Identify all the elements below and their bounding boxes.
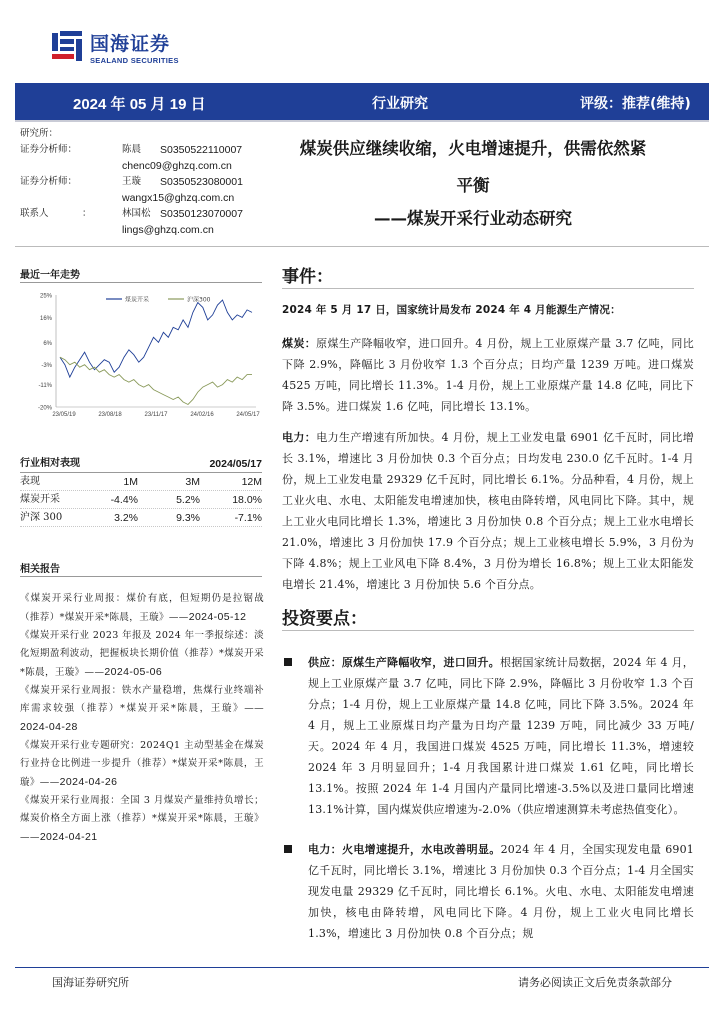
cell-12m: 18.0% xyxy=(232,494,262,506)
event-lead: 2024 年 5 月 17 日，国家统计局发布 2024 年 4 月能源生产情况： xyxy=(282,304,621,316)
report-text: 《煤炭开采行业周报：煤价有底，但短期仍是拉锯战（推荐）*煤炭开采*陈晨，王璇》—— xyxy=(20,593,264,623)
coal-text: 原煤生产降幅收窄，进口回升。4 月份，规上工业原煤产量 3.7 亿吨，同比下降 2.9%，降幅比 3 月份收窄 1.3 个百分点；日均产量 1239 万吨。进口煤炭 4525 万吨，同比增长 11.3%。1-4 月份，规上工业原煤产量 14.8 亿吨，同比下降 3.5%。进口煤炭 1.6 亿吨，同比增长 13.1%。 xyxy=(282,337,694,413)
series-line-coal xyxy=(60,300,252,377)
report-type: 行业研究 xyxy=(372,96,428,112)
x-tick-label: 23/05/19 xyxy=(52,412,76,418)
cell-3m: 9.3% xyxy=(176,512,200,524)
title-line-1: 煤炭供应继续收缩，火电增速提升，供需依然紧 xyxy=(299,139,647,158)
invest-rule xyxy=(282,630,694,631)
contact-email[interactable]: lings@ghzq.com.cn xyxy=(122,224,214,236)
event-heading: 事件： xyxy=(282,267,333,287)
report-text: 《煤炭开采行业 2023 年报及 2024 年一季报综述：淡化短期盈利波动，把握板块长期价值（推荐）*煤炭开采*陈晨，王璇》—— xyxy=(20,630,264,678)
sealand-logo-icon xyxy=(50,29,84,65)
cell-12m: -7.1% xyxy=(234,512,262,524)
perf-heading-row xyxy=(20,455,262,473)
x-tick-label: 24/05/17 xyxy=(236,412,260,418)
legend-label: 沪深300 xyxy=(187,296,211,304)
event-power xyxy=(282,427,694,595)
y-tick-label: -20% xyxy=(37,405,52,412)
y-tick-label: -11% xyxy=(38,383,52,390)
analyst-role: 证券分析师： xyxy=(20,144,78,155)
power-label: 电力： xyxy=(282,431,317,444)
report-item[interactable] xyxy=(20,737,264,792)
x-tick-label: 24/02/16 xyxy=(190,412,214,418)
analyst-code: S0350523080001 xyxy=(160,176,243,188)
y-tick-label: 16% xyxy=(39,315,52,322)
relative-performance xyxy=(20,455,262,527)
report-date: 2024-05-06 xyxy=(104,666,163,678)
y-tick-label: 6% xyxy=(43,340,52,347)
related-reports xyxy=(20,590,264,847)
footer-institute: 国海证券研究所 xyxy=(52,976,129,989)
row-name: 沪深 300 xyxy=(20,512,63,523)
event-rule xyxy=(282,288,694,289)
report-item[interactable] xyxy=(20,682,264,737)
event-body xyxy=(282,300,694,595)
reports-heading: 相关报告 xyxy=(20,564,60,575)
analyst-code: S0350522110007 xyxy=(160,144,243,156)
row-name: 煤炭开采 xyxy=(20,494,60,505)
cell-1m: 3.2% xyxy=(114,512,138,524)
point-label: 供应：原煤生产降幅收窄，进口回升。 xyxy=(308,656,500,669)
perf-date: 2024/05/17 xyxy=(209,458,262,470)
bullet-square-icon xyxy=(284,845,292,853)
contact-colon: ： xyxy=(82,208,92,219)
report-item[interactable] xyxy=(20,590,264,627)
report-date: 2024-04-21 xyxy=(39,831,98,843)
analyst-name: 王璇 xyxy=(122,176,142,187)
report-date: 2024-04-26 xyxy=(59,776,118,788)
report-text: 《煤炭开采行业专题研究：2024Q1 主动型基金在煤炭行业持仓比例进一步提升（推荐）*煤炭开采*陈晨，王璇》—— xyxy=(20,740,264,788)
cell-3m: 5.2% xyxy=(176,494,200,506)
cell-1m: -4.4% xyxy=(110,494,138,506)
invest-point xyxy=(282,839,694,944)
coal-label: 煤炭： xyxy=(282,337,317,350)
event-coal xyxy=(282,333,694,417)
header-bar xyxy=(15,83,709,120)
title-line-2: 平衡 xyxy=(456,176,490,195)
report-item[interactable] xyxy=(20,792,264,847)
trend-rule xyxy=(20,282,262,283)
analyst-email[interactable]: wangx15@ghzq.com.cn xyxy=(122,192,235,204)
perf-heading: 行业相对表现 xyxy=(20,458,80,469)
contact-name: 林国松 xyxy=(122,208,151,219)
col-header: 表现 xyxy=(20,476,40,487)
trend-heading: 最近一年走势 xyxy=(20,270,80,281)
invest-points xyxy=(282,652,694,963)
analyst-name: 陈晨 xyxy=(122,144,142,155)
report-subtitle: ——煤炭开采行业动态研究 xyxy=(374,209,572,228)
report-date: 2024-05-12 xyxy=(188,611,247,623)
invest-point xyxy=(282,652,694,820)
report-title xyxy=(248,130,698,204)
reports-rule xyxy=(20,576,262,577)
point-text: 2024 年 4 月，全国实现发电量 6901 亿千瓦时，同比增长 3.1%，增速比 3 月份加快 0.3 个百分点；1-4 月全国实现发电量 29329 亿千瓦时，同比增长 6.1%。火电、水电、太阳能发电增速加快，核电由降转增，风电同比下降。4 月份，规上工业火电同比增长 1.3%，增速比 3 月份加快 0.8 个百分点；规 xyxy=(308,843,694,940)
report-text: 《煤炭开采行业周报：全国 3 月煤炭产量维持负增长；煤炭价格全方面上涨（推荐）*煤炭开采*陈晨，王璇》—— xyxy=(20,795,264,843)
x-tick-label: 23/11/17 xyxy=(144,412,168,418)
invest-heading: 投资要点： xyxy=(282,609,367,629)
analyst-role: 证券分析师： xyxy=(20,176,78,187)
contact-role: 联系人 xyxy=(20,208,49,219)
rating: 评级：推荐(维持) xyxy=(580,96,691,112)
report-text: 《煤炭开采行业周报：铁水产量稳增，焦煤行业终端补库需求较强（推荐）*煤炭开采*陈晨，王璇》—— xyxy=(20,685,264,714)
analyst-email[interactable]: chenc09@ghzq.com.cn xyxy=(122,160,232,172)
analyst-info xyxy=(20,126,270,238)
logo-name-cn: 国海证券 xyxy=(90,33,171,55)
report-item[interactable] xyxy=(20,627,264,682)
x-tick-label: 23/08/18 xyxy=(98,412,122,418)
col-header: 3M xyxy=(185,476,200,488)
bullet-square-icon xyxy=(284,658,292,666)
legend-label: 煤炭开采 xyxy=(125,296,150,304)
footer-rule xyxy=(15,967,709,968)
table-row xyxy=(20,509,262,527)
y-tick-label: -3% xyxy=(41,363,52,370)
report-date: 2024 年 05 月 19 日 xyxy=(73,96,206,113)
company-logo xyxy=(50,26,179,68)
header-underline xyxy=(15,120,709,122)
point-label: 电力：火电增速提升，水电改善明显。 xyxy=(308,843,501,856)
contact-code: S0350123070007 xyxy=(160,208,243,220)
power-text: 电力生产增速有所加快。4 月份，规上工业发电量 6901 亿千瓦时，同比增长 3.1%，增速比 3 月份加快 0.3 个百分点；日均发电 230.0 亿千瓦时。1-4 月份，规上工业发电量 29329 亿千瓦时，同比增长 6.1%。分品种看，4 月份，规上工业火电、水电、太阳能发电增速加快，核电由降转增，风电同比下降。其中，规上工业火电同比增长 1.3%，增速比 3 月份加快 0.8 个百分点；规上工业水电增长 21.0%，增速比 3 月份加快 17.9 个百分点；规上工业核电增长 5.9%，3 月份为下降 4.8%；规上工业风电下降 8.4%，3 月份为增长 16.8%；规上工业太阳能发电增长 21.4%，增速比 3 月份加快 5.6 个百分点。 xyxy=(282,431,694,591)
col-header: 12M xyxy=(241,476,262,488)
table-row xyxy=(20,491,262,509)
trend-chart xyxy=(20,285,262,435)
logo-name-en: SEALAND SECURITIES xyxy=(90,56,179,65)
y-tick-label: 25% xyxy=(39,293,52,300)
point-text: 根据国家统计局数据，2024 年 4 月，规上工业原煤产量 3.7 亿吨，同比下降 2.9%，降幅比 3 月份收窄 1.3 个百分点；1-4 月份，规上工业原煤产量 14.8 亿吨，同比下降 3.5%。2024 年 4 月，规上工业原煤日均产量为日均产量 1239 万吨，同比减少 33 万吨/天。2024 年 4 月，我国进口煤炭 4525 万吨，同比增长 11.3%，增速较 2024 年 3 月明显回升；1-4 月我国累计进口煤炭 1.61 亿吨，同比增长 13.1%。按照 2024 年 1-4 月国内产量同比增速-3.5%以及进口量同比增速 13.1%计算，国内煤炭供应增速为-2.0%（供应增速测算未考虑热值变化）。 xyxy=(308,656,694,816)
research-label: 研究所： xyxy=(20,128,59,139)
report-date: 2024-04-28 xyxy=(20,721,78,733)
footer-disclaimer: 请务必阅读正文后免责条款部分 xyxy=(518,976,672,989)
header-divider xyxy=(15,246,709,247)
perf-column-header xyxy=(20,473,262,491)
series-line-csi300 xyxy=(60,357,252,404)
col-header: 1M xyxy=(123,476,138,488)
